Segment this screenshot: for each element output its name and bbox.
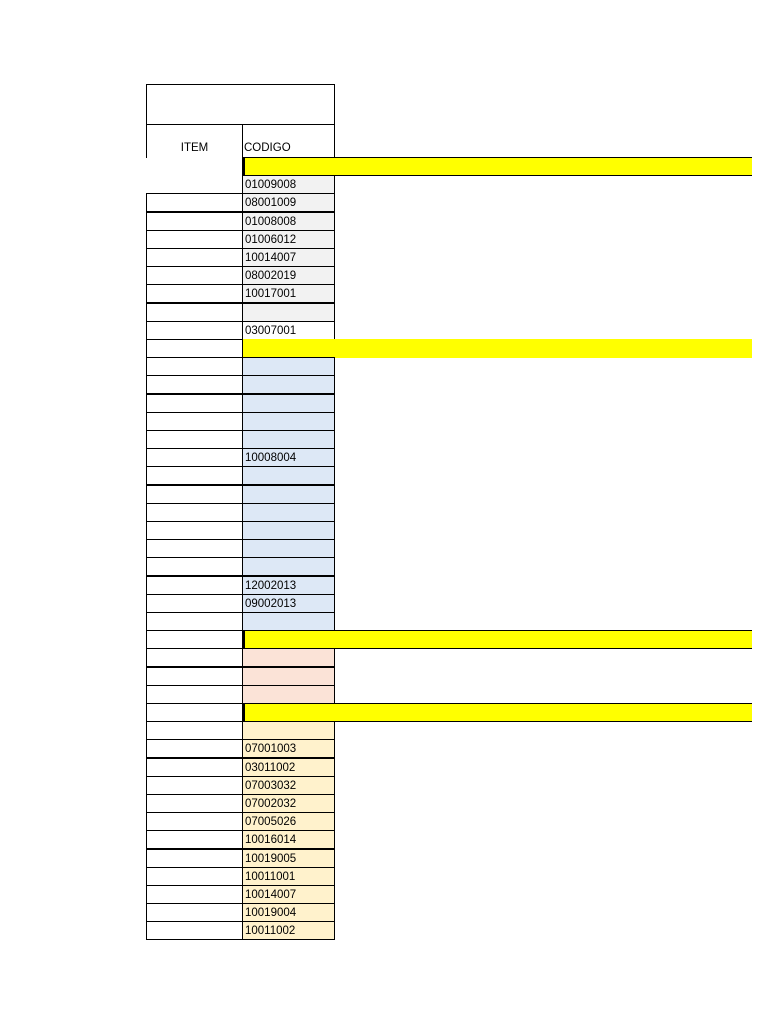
item-cell[interactable]: [146, 885, 243, 904]
codigo-cell[interactable]: 10008004: [242, 448, 335, 467]
item-cell[interactable]: [146, 667, 243, 686]
codigo-cell[interactable]: [242, 667, 335, 686]
item-cell[interactable]: [146, 721, 243, 740]
item-cell[interactable]: [146, 648, 243, 667]
item-cell[interactable]: [146, 284, 243, 303]
codigo-cell[interactable]: 09002013: [242, 594, 335, 613]
item-cell[interactable]: [146, 303, 243, 322]
item-cell[interactable]: [146, 758, 243, 777]
codigo-cell[interactable]: 10016014: [242, 830, 335, 849]
item-cell[interactable]: [146, 521, 243, 540]
category-band[interactable]: [242, 157, 752, 176]
codigo-cell[interactable]: 10011001: [242, 867, 335, 886]
codigo-cell[interactable]: [242, 648, 335, 667]
item-cell[interactable]: [146, 830, 243, 849]
codigo-cell[interactable]: [242, 357, 335, 376]
codigo-cell[interactable]: [242, 412, 335, 431]
codigo-cell[interactable]: 08002019: [242, 266, 335, 285]
item-cell[interactable]: [146, 466, 243, 485]
codigo-cell[interactable]: [242, 539, 335, 558]
item-cell[interactable]: [146, 576, 243, 595]
item-cell[interactable]: [146, 921, 243, 940]
codigo-cell[interactable]: 07005026: [242, 812, 335, 831]
codigo-cell[interactable]: [242, 394, 335, 413]
item-cell[interactable]: [146, 794, 243, 813]
item-cell[interactable]: [146, 448, 243, 467]
codigo-cell[interactable]: [242, 303, 335, 322]
item-cell[interactable]: [146, 248, 243, 267]
header-codigo[interactable]: CODIGO: [242, 124, 335, 158]
codigo-cell[interactable]: 10019004: [242, 903, 335, 922]
codigo-cell[interactable]: [242, 375, 335, 394]
codigo-cell[interactable]: 10017001: [242, 284, 335, 303]
codigo-cell[interactable]: 03011002: [242, 758, 335, 777]
item-cell[interactable]: [146, 739, 243, 758]
item-cell[interactable]: [146, 612, 243, 631]
category-band[interactable]: [242, 630, 752, 649]
category-band[interactable]: [242, 703, 752, 722]
codigo-cell[interactable]: 08001009: [242, 193, 335, 212]
item-cell[interactable]: [146, 594, 243, 613]
codigo-cell[interactable]: [242, 485, 335, 504]
category-band[interactable]: [242, 339, 752, 358]
item-cell[interactable]: [146, 539, 243, 558]
item-cell[interactable]: [146, 375, 243, 394]
item-cell[interactable]: [146, 339, 243, 358]
codigo-cell[interactable]: [242, 466, 335, 485]
item-cell[interactable]: [146, 266, 243, 285]
codigo-cell[interactable]: 07003032: [242, 776, 335, 795]
item-cell[interactable]: [146, 812, 243, 831]
item-cell[interactable]: [146, 430, 243, 449]
item-cell[interactable]: [146, 703, 243, 722]
codigo-cell[interactable]: 01006012: [242, 230, 335, 249]
codigo-cell[interactable]: 07001003: [242, 739, 335, 758]
codigo-cell[interactable]: 10014007: [242, 885, 335, 904]
title-merged-cell[interactable]: [146, 84, 335, 125]
item-cell[interactable]: [146, 776, 243, 795]
item-cell[interactable]: [146, 685, 243, 704]
item-cell[interactable]: [146, 503, 243, 522]
item-cell[interactable]: [146, 394, 243, 413]
item-cell[interactable]: [146, 867, 243, 886]
item-cell[interactable]: [146, 557, 243, 576]
codigo-cell[interactable]: 10019005: [242, 849, 335, 868]
codigo-cell[interactable]: [242, 521, 335, 540]
codigo-cell[interactable]: 01008008: [242, 212, 335, 231]
header-item[interactable]: ITEM: [146, 124, 243, 158]
codigo-cell[interactable]: 12002013: [242, 576, 335, 595]
codigo-cell[interactable]: [242, 612, 335, 631]
codigo-cell[interactable]: 01009008: [242, 175, 335, 194]
item-cell[interactable]: [146, 903, 243, 922]
item-cell[interactable]: [146, 412, 243, 431]
item-cell[interactable]: [146, 321, 243, 340]
codigo-cell[interactable]: [242, 685, 335, 704]
codigo-cell[interactable]: 10011002: [242, 921, 335, 940]
item-cell[interactable]: [146, 193, 243, 212]
item-cell[interactable]: [146, 230, 243, 249]
codigo-cell[interactable]: [242, 721, 335, 740]
item-cell[interactable]: [146, 357, 243, 376]
item-cell[interactable]: [146, 212, 243, 231]
codigo-cell[interactable]: 03007001: [242, 321, 335, 340]
codigo-cell[interactable]: [242, 557, 335, 576]
codigo-cell[interactable]: 07002032: [242, 794, 335, 813]
codigo-cell[interactable]: [242, 503, 335, 522]
codigo-cell[interactable]: 10014007: [242, 248, 335, 267]
item-cell[interactable]: [146, 849, 243, 868]
item-cell[interactable]: [146, 630, 243, 649]
codigo-cell[interactable]: [242, 430, 335, 449]
item-cell[interactable]: [146, 485, 243, 504]
